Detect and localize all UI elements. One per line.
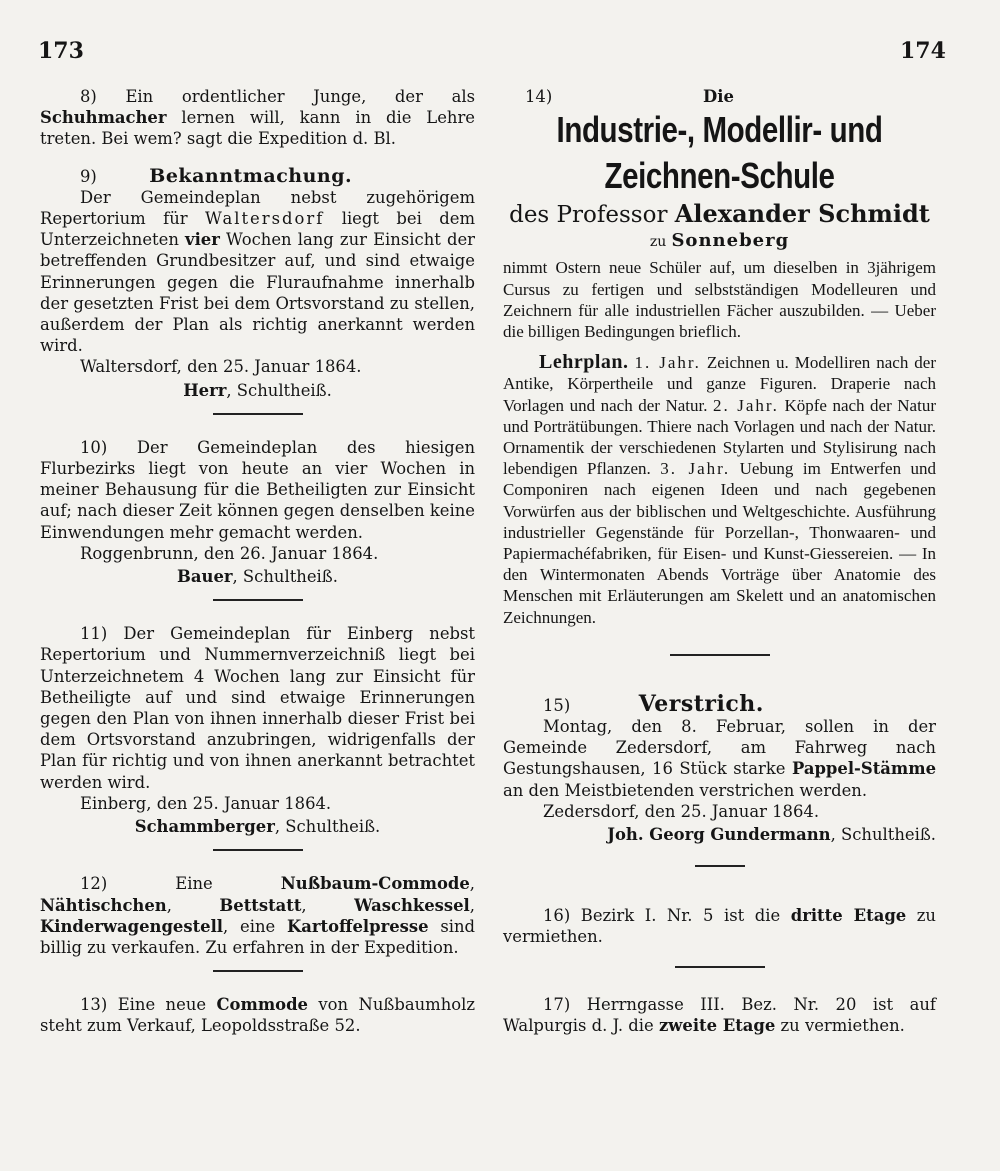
notice-11 xyxy=(40,623,475,793)
notice-text: Der Gemeindeplan für Einberg nebst Repertorium und Nummernverzeichniß liegt bei Unterzeichnetem 4 Wochen lang zur Einsicht für Betheiligte auf und sind etwaige Erinnerungen gegen den Plan von ihnen innerhalb dieser Frist bei dem Ortsvorstand anzubringen, widrigenfalls der Plan für richtig und von ihnen anerkannt betrachtet werden wird. xyxy=(40,624,476,792)
notice-12: 12) Eine Nußbaum-Commode, Nähtischchen, Bettstatt, Waschkessel, Kinderwagengestell, eine Kartoffelpresse sind billig zu verkaufen. Zu erfahren in der Expedition. xyxy=(40,874,476,957)
separator-rule xyxy=(213,849,303,851)
notice-text: , eine xyxy=(223,916,276,936)
notice-bold: vier xyxy=(185,230,220,250)
page-number-right: 174 xyxy=(900,38,946,64)
signature-title: , Schultheiß. xyxy=(232,567,338,587)
separator-rule xyxy=(213,599,303,601)
notice-signature xyxy=(40,566,475,587)
notice-number: 17) xyxy=(543,994,571,1014)
notice-text: lernen will, kann in die Lehre treten. Bei wem? sagt die Expedition d. Bl. xyxy=(40,108,475,149)
left-column xyxy=(40,86,475,1037)
signature-title: , Schultheiß. xyxy=(274,817,381,837)
notice-date: Zedersdorf, den 25. Januar 1864. xyxy=(543,801,820,821)
notice-bold: Nähtischchen xyxy=(40,895,167,915)
notice-number: 12) xyxy=(80,874,108,894)
city-name: Sonneberg xyxy=(671,230,790,252)
notice-number: 11) xyxy=(80,624,108,644)
notice-text: Ein ordentlicher Junge, der als xyxy=(125,87,476,106)
notice-text: Eine neue xyxy=(117,995,207,1015)
professor-name: Alexander Schmidt xyxy=(674,199,930,229)
separator-rule xyxy=(675,966,765,968)
notice-text: Der Gemeindeplan des hiesigen Flurbezirks liegt von heute an vier Wochen in meiner Behausung für die Betheiligten zur Einsicht auf; nach dieser Zeit können gegen denselben keine Einwendungen mehr gemacht werden. xyxy=(40,437,475,542)
notice-text: Der Gemeindeplan nebst zugehörigem Repertorium für xyxy=(40,187,475,229)
lehrplan xyxy=(503,352,936,628)
notice-text: von Nußbaumholz steht zum xyxy=(40,995,476,1036)
notice-bold: dritte Etage xyxy=(790,906,907,926)
school-title-line1: Industrie-, Modellir- und xyxy=(556,109,883,151)
notice-bold: Kartoffelpresse xyxy=(287,916,429,936)
notice-15 xyxy=(503,716,936,801)
notice-number: 14) xyxy=(525,87,553,106)
notice-signature xyxy=(40,816,475,837)
notice-bold: Bettstatt xyxy=(219,895,302,915)
notice-text: zu vermiethen. xyxy=(780,1015,905,1035)
notice-bold: Pappel-Stämme xyxy=(791,759,936,779)
notice-9-heading-line xyxy=(40,166,475,187)
signature-name: Joh. Georg Gundermann xyxy=(607,825,831,845)
separator-rule xyxy=(213,970,303,972)
notice-15-heading-line xyxy=(503,690,936,717)
notice-number: 9) xyxy=(80,166,97,186)
notice-bold: Commode xyxy=(216,995,308,1015)
notice-13 xyxy=(40,994,475,1036)
zu-label: zu xyxy=(649,234,667,251)
notice-bold: Kinderwagengestell xyxy=(40,916,224,936)
notice-heading: Bekanntmachung. xyxy=(149,164,353,187)
notice-8 xyxy=(40,86,475,150)
notice-number: 15) xyxy=(543,695,571,715)
des-label: des Professor xyxy=(509,202,668,229)
signature-title: , Schultheiß. xyxy=(830,825,936,845)
notice-text: Verkauf, Leopoldsstraße 52. xyxy=(127,1016,361,1036)
notice-signature xyxy=(503,824,936,845)
notice-bold: Nußbaum-Commode xyxy=(280,874,470,894)
notice-text: Bezirk I. Nr. 5 ist die xyxy=(580,906,781,926)
notice-bold: Waschkessel xyxy=(354,895,470,915)
school-title-line2: Zeichnen-Schule xyxy=(604,155,835,197)
notice-heading: Verstrich. xyxy=(638,690,764,717)
signature-name: Schammberger xyxy=(134,817,275,837)
right-column xyxy=(503,86,936,1036)
signature-title: , Schultheiß. xyxy=(226,380,332,400)
notice-date: Waltersdorf, den 25. Januar 1864. xyxy=(80,357,362,377)
year-text: Köpfe nach der Natur und Porträtübungen. Thiere nach Vorlagen und nach der Natur. Ornamentik der verschiedenen Stylarten und Stylisirung nach lebendigen Pflanzen. xyxy=(503,395,936,479)
notice-bold: zweite Etage xyxy=(658,1015,776,1035)
notice-die: Die xyxy=(703,87,734,106)
notice-17 xyxy=(503,994,936,1036)
notice-9 xyxy=(40,187,475,357)
notice-number: 10) xyxy=(80,437,108,457)
notice-text: Montag, den 8. Februar, sollen in der Gemeinde Zedersdorf, am Fahrweg nach Gestungshausen, 16 Stück starke xyxy=(503,717,936,779)
year-text: Uebung im Entwerfen und Componiren nach eigenen Ideen und nach gegebenen Vorwürfen aus der biblischen und Weltgeschichte. Ausführung industrieller Gegenstände für Porzellan-, Thonwaaren- und Papiermachéfabriken, für Eisen- und Kunst-Giessereien. — In den Wintermonaten Abends Vorträge über Anatomie des Menschen mit Erläuterungen am Skelett und an anatomischen Zeichnungen. xyxy=(503,459,937,627)
year-text: Zeichnen u. Modelliren nach der Antike, Körpertheile und ganze Figuren. Draperie nach Vorlagen und nach der Natur. xyxy=(503,353,937,415)
notice-10 xyxy=(40,437,475,543)
place-name: Waltersdorf xyxy=(205,209,325,229)
year-label: 2. Jahr. xyxy=(713,395,779,415)
signature-name: Herr xyxy=(183,380,227,400)
notice-bold: Schuhmacher xyxy=(40,108,167,128)
city-line xyxy=(503,230,936,253)
notice-text: liegt bei dem Unterzeichneten xyxy=(40,209,475,250)
notice-16 xyxy=(503,905,936,947)
page-number-left: 173 xyxy=(38,38,84,64)
school-intro: nimmt Ostern neue Schüler auf, um dieselben in 3jährigem Cursus zu fertigen und selbstständigen Modelleuren und Zeichnern für alle industriellen Fächer auszubilden. — Ueber die billigen Bedingungen brieflich. xyxy=(503,258,936,342)
separator-rule xyxy=(213,413,303,415)
notice-signature xyxy=(40,380,475,401)
notice-date: Einberg, den 25. Januar 1864. xyxy=(80,793,332,813)
professor-line xyxy=(503,199,936,230)
notice-number: 16) xyxy=(543,906,571,926)
notice-number: 8) xyxy=(80,87,97,106)
year-label: 3. Jahr. xyxy=(660,459,731,479)
notice-14-header xyxy=(503,86,936,107)
notice-text: an den Meistbietenden verstrichen werden. xyxy=(503,780,868,800)
separator-rule xyxy=(670,654,770,656)
separator-rule xyxy=(695,865,745,867)
lehrplan-heading: Lehrplan. xyxy=(539,351,629,374)
notice-text: Wochen lang zur Einsicht der betreffenden Grundbesitzer auf, und sind etwaige Erinnerungen gegen die Fluraufnahme innerhalb der gesetzten Frist bei dem Ortsvorstand zu stellen, außerdem der Plan als richtig anerkannt werden wird. xyxy=(40,230,475,356)
notice-date: Roggenbrunn, den 26. Januar 1864. xyxy=(80,543,379,563)
notice-text: sind billig zu verkaufen. Zu erfahren in der Expedition. xyxy=(40,916,476,957)
notice-text: zu vermiethen. xyxy=(503,906,936,947)
notice-text: Herrngasse III. Bez. Nr. 20 ist auf Walpurgis d. J. die xyxy=(503,994,936,1035)
signature-name: Bauer xyxy=(177,567,233,587)
notice-number: 13) xyxy=(80,995,108,1015)
year-label: 1. Jahr. xyxy=(634,353,701,373)
notice-text: Eine xyxy=(175,874,213,894)
